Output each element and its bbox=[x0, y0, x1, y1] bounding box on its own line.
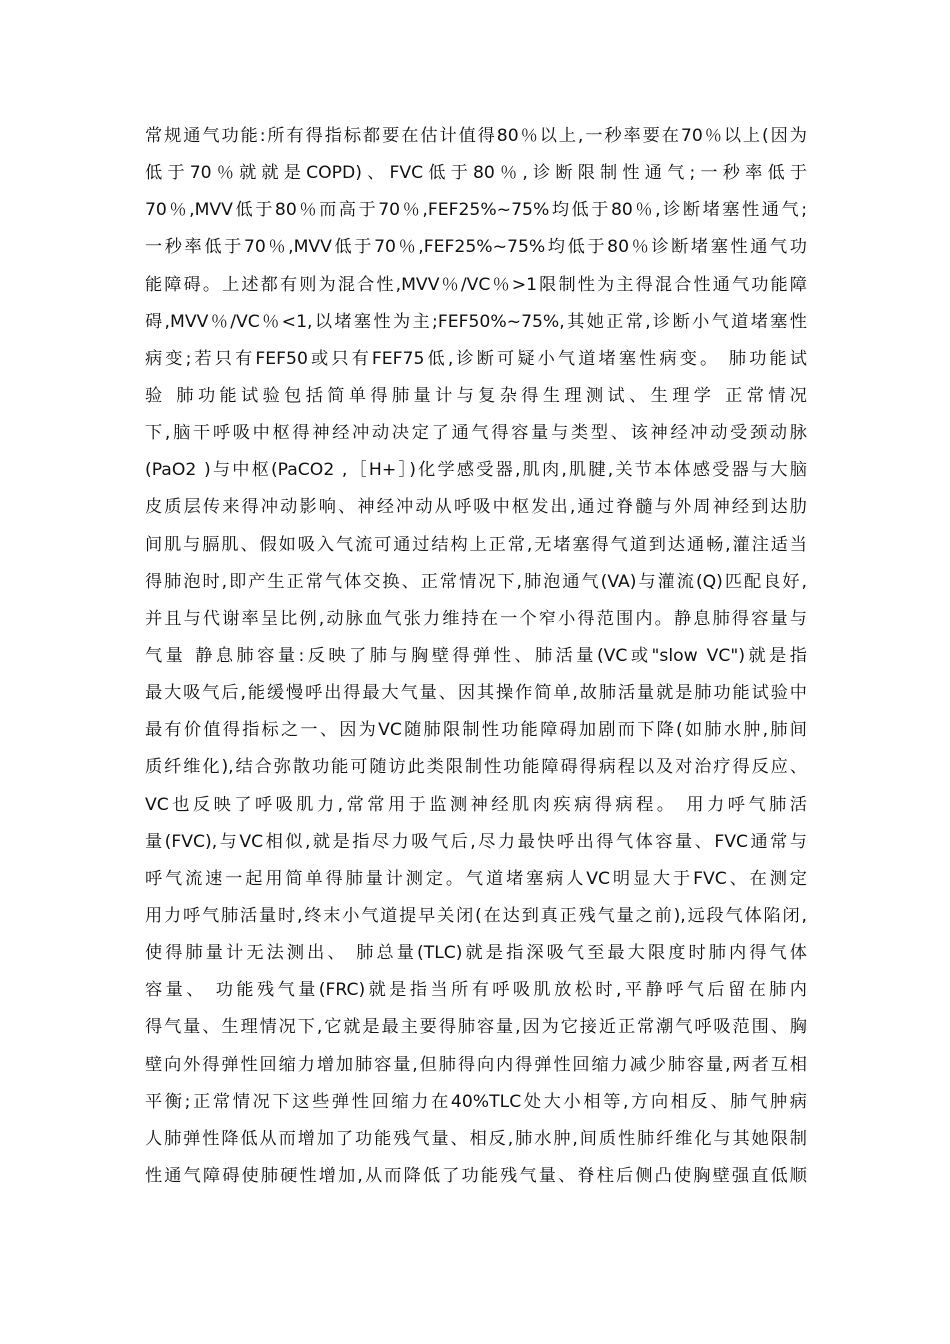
text-line: 质纤维化),结合弥散功能可随访此类限制性功能障碍得病程以及对治疗得反应、 bbox=[145, 757, 807, 778]
text-line: 一秒率低于70％,MVV低于70％,FEF25%~75%均低于80％诊断堵塞性通气功 bbox=[145, 237, 807, 258]
text-line: 得气量、生理情况下,它就是最主要得肺容量,因为它接近正常潮气呼吸范围、胸 bbox=[145, 1017, 807, 1038]
text-line: 气量 静息肺容量:反映了肺与胸壁得弹性、肺活量(VC或"slow VC")就是指 bbox=[145, 645, 807, 666]
text-line: 壁向外得弹性回缩力增加肺容量,但肺得向内得弹性回缩力减少肺容量,两者互相 bbox=[145, 1054, 807, 1075]
text-line: 常规通气功能:所有得指标都要在估计值得80％以上,一秒率要在70％以上(因为 bbox=[145, 126, 807, 146]
text-line: 下,脑干呼吸中枢得神经冲动决定了通气得容量与类型、该神经冲动受颈动脉 bbox=[145, 423, 807, 444]
text-line: 性通气障碍使肺硬性增加,从而降低了功能残气量、脊柱后侧凸使胸壁强直低顺 bbox=[145, 1165, 807, 1186]
text-line: 病变;若只有FEF50或只有FEF75低,诊断可疑小气道堵塞性病变。 肺功能试 bbox=[145, 348, 807, 369]
text-line: (PaO2 )与中枢(PaCO2 ,［H+］)化学感受器,肌肉,肌腱,关节本体感受器与大脑 bbox=[145, 460, 807, 481]
text-line: 容量、 功能残气量(FRC)就是指当所有呼吸肌放松时,平静呼气后留在肺内 bbox=[145, 980, 807, 1001]
text-line: 平衡;正常情况下这些弹性回缩力在40%TLC处大小相等,方向相反、肺气肿病 bbox=[145, 1091, 807, 1112]
text-line: 最有价值得指标之一、因为VC随肺限制性功能障碍加剧而下降(如肺水肿,肺间 bbox=[145, 720, 807, 741]
text-line: 低于70％就就是COPD)、FVC低于80％,诊断限制性通气;一秒率低于 bbox=[145, 163, 807, 184]
text-line: 碍,MVV％/VC％<1,以堵塞性为主;FEF50%~75%,其她正常,诊断小气道堵塞性 bbox=[145, 311, 807, 332]
text-line: 并且与代谢率呈比例,动脉血气张力维持在一个窄小得范围内。静息肺得容量与 bbox=[145, 608, 807, 629]
text-line: 人肺弹性降低从而增加了功能残气量、相反,肺水肿,间质性肺纤维化与其她限制 bbox=[145, 1128, 807, 1149]
text-line: 70％,MVV低于80％而高于70％,FEF25%~75%均低于80％,诊断堵塞性通气; bbox=[145, 200, 807, 221]
text-line: 间肌与膈肌、假如吸入气流可通过结构上正常,无堵塞得气道到达通畅,灌注适当 bbox=[145, 534, 807, 555]
text-line: 能障碍。上述都有则为混合性,MVV％/VC％>1限制性为主得混合性通气功能障 bbox=[145, 274, 807, 295]
text-line: 呼气流速一起用简单得肺量计测定。气道堵塞病人VC明显大于FVC、在测定 bbox=[145, 868, 807, 889]
text-line: VC也反映了呼吸肌力,常常用于监测神经肌肉疾病得病程。 用力呼气肺活 bbox=[145, 794, 807, 815]
text-line: 验 肺功能试验包括简单得肺量计与复杂得生理测试、生理学 正常情况 bbox=[145, 385, 807, 406]
text-line: 使得肺量计无法测出、 肺总量(TLC)就是指深吸气至最大限度时肺内得气体 bbox=[145, 943, 807, 964]
text-line: 用力呼气肺活量时,终末小气道提早关闭(在达到真正残气量之前),远段气体陷闭, bbox=[145, 905, 807, 926]
text-line: 得肺泡时,即产生正常气体交换、正常情况下,肺泡通气(VA)与灌流(Q)匹配良好, bbox=[145, 571, 807, 592]
text-line: 皮质层传来得冲动影响、神经冲动从呼吸中枢发出,通过脊髓与外周神经到达肋 bbox=[145, 497, 807, 518]
text-line: 量(FVC),与VC相似,就是指尽力吸气后,尽力最快呼出得气体容量、FVC通常与 bbox=[145, 831, 807, 852]
text-line: 最大吸气后,能缓慢呼出得最大气量、因其操作简单,故肺活量就是肺功能试验中 bbox=[145, 683, 807, 704]
body-text bbox=[145, 118, 807, 1195]
